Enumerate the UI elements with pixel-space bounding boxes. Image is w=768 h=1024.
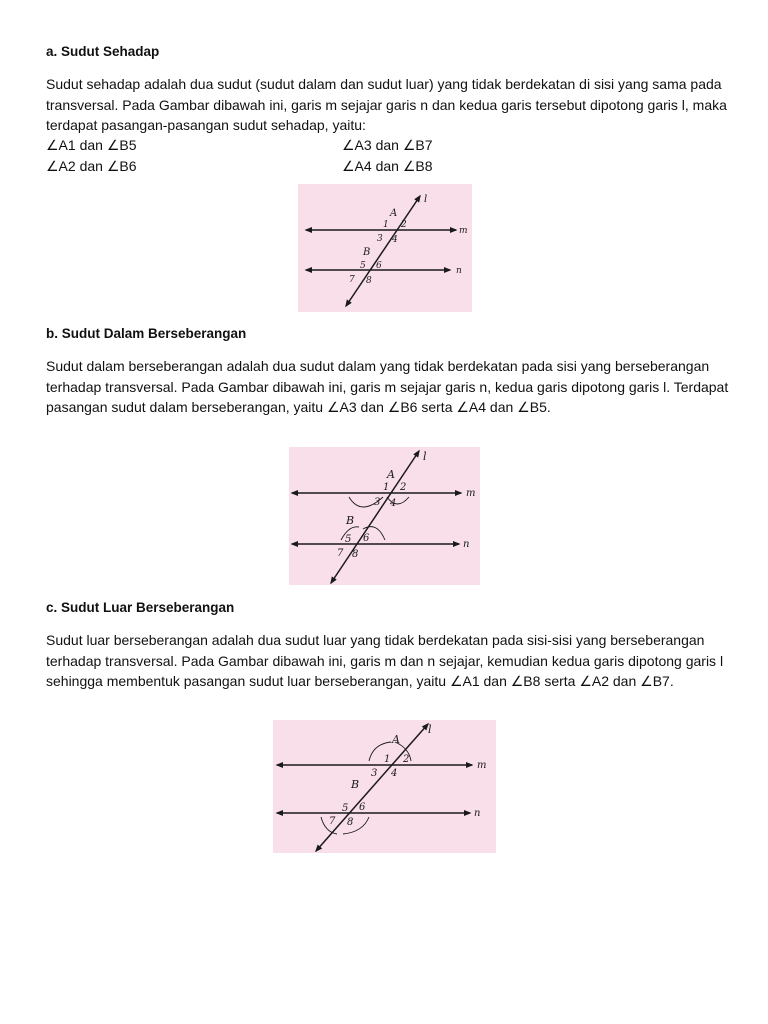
angle-label-3: 3 <box>377 234 383 244</box>
angle-label-7: 7 <box>329 816 336 827</box>
label-n: n <box>456 266 462 276</box>
angle-label-6: 6 <box>359 802 366 813</box>
label-m: m <box>466 488 476 499</box>
label-l: l <box>428 723 432 736</box>
angle-label-2: 2 <box>403 754 410 765</box>
angle-label-5: 5 <box>360 261 366 271</box>
label-l: l <box>423 450 427 463</box>
angle-pair: ∠A2 dan ∠B6 <box>46 157 137 174</box>
section-heading-dalam: b. Sudut Dalam Berseberangan <box>46 326 247 341</box>
angle-label-7: 7 <box>349 275 355 285</box>
alternate-exterior-angles-figure <box>273 720 496 853</box>
angle-label-1: 1 <box>383 220 389 230</box>
corresponding-angles-figure <box>298 184 472 312</box>
angle-pair: ∠A3 dan ∠B7 <box>342 137 433 153</box>
label-a: A <box>390 208 398 219</box>
section-body-sehadap: Sudut sehadap adalah dua sudut (sudut dalam dan sudut luar) yang tidak berdekatan di sisi yang sama pada transversal. Pada Gambar dibawah ini, garis m sejajar garis n dan kedua garis tersebut dipotong garis l, maka terdapat pasangan-pasangan sudut sehadap, yaitu: <box>46 76 727 133</box>
angle-pair: ∠A1 dan ∠B5 <box>46 137 137 153</box>
angle-label-1: 1 <box>384 754 391 765</box>
label-a: A <box>387 468 395 481</box>
figure-background <box>273 720 496 853</box>
angle-label-6: 6 <box>376 261 382 271</box>
angle-label-2: 2 <box>401 220 407 230</box>
label-a: A <box>392 733 400 746</box>
angle-label-6: 6 <box>363 533 370 544</box>
label-b: B <box>346 514 355 527</box>
angle-label-4: 4 <box>390 498 397 509</box>
label-n: n <box>463 539 470 550</box>
alternate-interior-angles-figure <box>289 447 480 585</box>
angle-label-5: 5 <box>345 534 352 545</box>
label-b: B <box>363 247 371 258</box>
label-l: l <box>424 194 428 205</box>
angle-label-8: 8 <box>352 549 359 560</box>
label-b: B <box>351 778 360 791</box>
angle-label-4: 4 <box>392 235 398 245</box>
angle-pair: ∠A4 dan ∠B8 <box>342 157 433 174</box>
section-heading-sehadap: a. Sudut Sehadap <box>46 44 160 59</box>
section-body-luar: Sudut luar berseberangan adalah dua sudut luar yang tidak berdekatan pada sisi-sisi yang berseberangan terhadap transversal. Pada Gambar dibawah ini, garis m dan n sejajar, kemudian kedua garis dipotong garis l sehingga membentuk pasangan sudut luar berseberangan, yaitu ∠A1 dan ∠B8 serta ∠A2 dan ∠B7. <box>46 632 724 689</box>
section-body-dalam: Sudut dalam berseberangan adalah dua sudut dalam yang tidak berdekatan pada sisi yang berseberangan terhadap transversal. Pada Gambar dibawah ini, garis m sejajar garis n, kedua garis dipotong garis l. Terdapat pasangan sudut dalam berseberangan, yaitu ∠A3 dan ∠B6 serta ∠A4 dan ∠B5. <box>46 358 729 415</box>
angle-label-3: 3 <box>371 768 378 779</box>
figure-background <box>289 447 480 585</box>
angle-label-5: 5 <box>342 803 349 814</box>
label-m: m <box>477 760 487 771</box>
angle-label-8: 8 <box>347 817 354 828</box>
label-m: m <box>459 226 468 236</box>
angle-label-7: 7 <box>337 548 344 559</box>
angle-label-4: 4 <box>391 768 398 779</box>
section-heading-luar: c. Sudut Luar Berseberangan <box>46 600 235 615</box>
angle-label-1: 1 <box>383 482 390 493</box>
angle-label-8: 8 <box>366 276 372 286</box>
angle-label-2: 2 <box>400 482 407 493</box>
angle-label-3: 3 <box>374 497 381 508</box>
label-n: n <box>474 808 481 819</box>
